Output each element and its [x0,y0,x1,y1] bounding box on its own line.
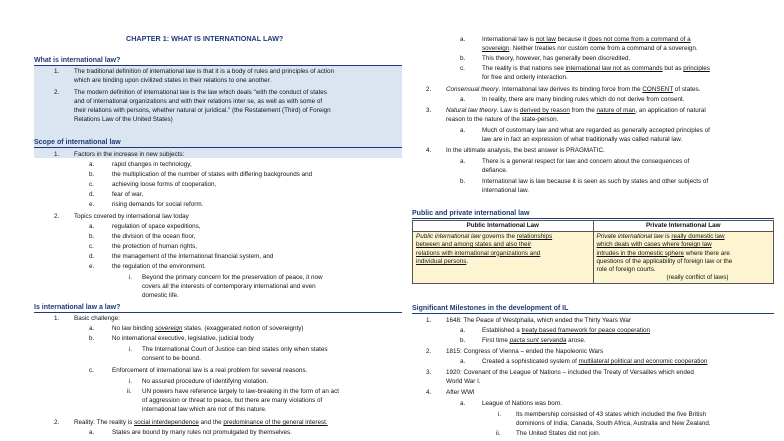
list-item: There is a general respect for law and concern about the consequences of [482,158,690,165]
list-roman: ii. [496,430,501,437]
list-item: regulation of space expeditions, [112,223,201,230]
list-item-cont: international law which are not of this nature. [142,406,267,413]
scope-factors-heading: Factors in the increase in new subjects: [74,151,185,158]
list-roman: i. [129,346,133,353]
reality-item: Reality: The reality is social interdependence and the predominance of the general interest. [74,419,328,426]
list-item: the multiplication of the number of states with differing backgrounds and [112,171,313,178]
list-item: Beyond the primary concern for the preservation of peace, it now [142,274,323,281]
list-letter: a. [460,127,466,134]
list-item: Its membership consisted of 43 states which included the five British [516,411,707,418]
list-letter: a. [460,400,466,407]
definition-modern: The modern definition of international law is the law which deals "with the conduct of states [74,89,327,96]
list-item: No assured procedure of identifying violation. [142,378,269,385]
list-item: the management of the international financial system, and [112,253,274,260]
list-letter: a. [89,429,95,436]
list-item: This theory, however, has generally been discredited. [482,55,631,62]
scope-topics-heading: Topics covered by international law today [74,213,189,220]
public-header: Public International Law [413,221,594,232]
list-letter: a. [460,158,466,165]
list-letter: a. [89,161,95,168]
list-item: achieving loose forms of cooperation, [112,181,217,188]
list-item-cont: international law. [482,187,529,194]
list-item-cont: of aggression or threat to peace, but there are many violations of [142,397,323,404]
list-letter: e. [89,263,95,270]
list-item: Enforcement of international law is a real problem for several reasons. [112,367,308,374]
list-letter: a. [89,325,95,332]
list-letter: d. [89,253,95,260]
list-letter: a. [460,96,466,103]
list-roman: ii. [127,388,132,395]
public-private-table [412,220,774,284]
list-item-cont: dominions of India, Canada, South Africa, Australia and New Zealand. [516,420,711,427]
list-item: fear of war, [112,191,144,198]
list-item-cont: for free and orderly interaction. [482,74,568,81]
list-roman: i. [129,378,133,385]
list-roman: i. [498,411,502,418]
list-item-cont: consent to be bound. [142,355,201,362]
milestone-item: After WWI [446,389,475,396]
list-roman: i. [129,274,133,281]
natural-law-item: Natural law theory. Law is derived by reason from the nature of man, an application of natural [446,107,706,114]
private-cell: Private international law is really domestic law which deals with cases where foreign law intrudes in the domestic sphere where there are questions of the applicability of foreign law or the role of foreign courts. (really conflict of laws) [593,232,774,284]
list-item: Much of customary law and what are regarded as generally accepted principles of [482,127,710,134]
list-letter: a. [460,327,466,334]
section-heading-scope: Scope of international law [34,139,121,146]
list-item: International law is law because it is seen as such by states and other subjects of [482,178,709,185]
list-item: Established a treaty based framework for peace cooperation [482,327,651,334]
definition-traditional: The traditional definition of international law is that it is a body of rules and principles of action [74,68,335,75]
list-item: League of Nations was born. [482,400,563,407]
section-heading-what: What is international law? [34,57,121,64]
list-item-cont: covers all the interests of contemporary international and even [142,283,316,290]
consensual-theory-item: Consensual theory. International law derives its binding force from the CONSENT of states. [446,86,701,93]
list-number: 2. [426,348,432,355]
list-number: 1. [54,151,60,158]
milestone-item: 1815: Congress of Vienna – ended the Napoleonic Wars [446,348,604,355]
list-item: The International Court of Justice can bind states only when states [142,346,328,353]
milestone-item-cont: World War I. [446,378,481,385]
list-letter: b. [89,171,95,178]
list-item: the division of the ocean floor, [112,233,196,240]
list-letter: b. [460,337,466,344]
list-item: No international executive, legislative, judicial body [112,335,254,342]
list-letter: b. [89,233,95,240]
list-item-cont: law are in fact an expression of what traditionally was called natural law. [482,136,683,143]
list-item: First time pacta sunt servanda arose. [482,337,586,344]
private-header: Private International Law [593,221,774,232]
list-letter: b. [460,178,466,185]
list-number: 2. [54,213,60,220]
list-item: UN powers have reference largely to law-breaking in the form of an act [142,388,340,395]
list-letter: b. [460,55,466,62]
list-number: 1. [426,317,432,324]
list-number: 3. [426,369,432,376]
list-item: Created a sophisticated system of multilateral political and economic cooperation [482,358,708,365]
list-item: The reality is that nations see international law not as commands but as principles [482,65,710,72]
list-item: rising demands for social reform. [112,201,204,208]
list-number: 4. [426,147,432,154]
list-item: International law is not law because it does not come from a command of a [482,36,691,43]
section-heading-is-law: Is international law a law? [34,304,121,311]
list-number: 1. [54,315,60,322]
public-cell: Public international law governs the relationships between and among states and also their relations with international organizations and individual persons. [413,232,594,284]
list-number: 1. [54,68,60,75]
list-letter: b. [89,335,95,342]
list-letter: c. [89,181,94,188]
definition-traditional-cont: which are binding upon civilized states in their relations to one another. [74,77,272,84]
list-item: States are bound by many rules not promulgated by themselves. [112,429,292,436]
basic-challenge-heading: Basic challenge: [74,315,120,322]
list-number: 3. [426,107,432,114]
list-number: 4. [426,389,432,396]
list-item: In reality, there are many binding rules which do not derive from consent. [482,96,685,103]
list-number: 2. [54,89,60,96]
section-rule [412,313,774,314]
list-item: rapid changes in technology, [112,161,192,168]
page-title: CHAPTER 1: WHAT IS INTERNATIONAL LAW? [126,34,284,43]
list-item: the regulation of the environment. [112,263,206,270]
definition-modern-cont: their relations with persons, whether natural or juridical." (the Restatement (Third) of Foreign [74,107,331,114]
section-rule [412,218,774,219]
section-heading-public-private: Public and private international law [412,210,530,217]
list-number: 2. [426,86,432,93]
list-letter: c. [89,367,94,374]
list-item: No law binding sovereign states. (exaggerated notion of sovereignty) [112,325,304,332]
list-item: the protection of human rights, [112,243,198,250]
list-number: 2. [54,419,60,426]
list-item-cont: defiance. [482,167,508,174]
milestone-item: 1920: Covenant of the League of Nations – included the Treaty of Versailles which ended [446,369,694,376]
list-letter: a. [460,36,466,43]
list-letter: a. [460,358,466,365]
definition-modern-cont: and of international organizations and with their relations inter se, as well as with some of [74,98,323,105]
pragmatic-item: In the ultimate analysis, the best answer is PRAGMATIC. [446,147,605,154]
list-letter: e. [89,201,95,208]
list-letter: a. [89,223,95,230]
section-rule [34,147,402,148]
section-rule [34,312,402,313]
list-item: The United States did not join. [516,430,601,437]
list-item-cont: sovereign. Neither treaties nor custom come from a command of a sovereign. [482,45,698,52]
section-heading-milestones: Significant Milestones in the development of IL [412,305,569,312]
definition-modern-cont: Relations Law of the United States) [74,116,173,123]
list-item-cont: domestic life. [142,292,179,299]
list-letter: c. [89,243,94,250]
milestone-item: 1648: The Peace of Westphalia, which ended the Thirty Years War [446,317,631,324]
list-letter: c. [460,65,465,72]
list-item-cont: reason to the nature of the state-person. [446,116,559,123]
list-letter: d. [89,191,95,198]
